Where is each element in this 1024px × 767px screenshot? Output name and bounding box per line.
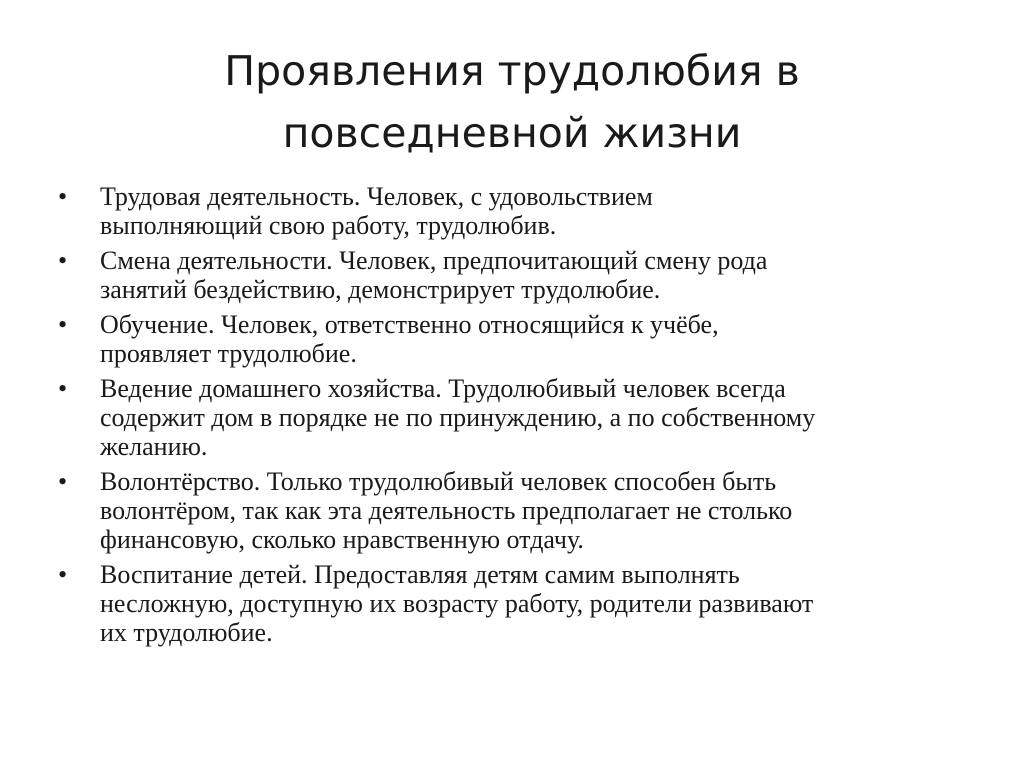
bullet-dot-icon: • — [58, 182, 68, 211]
bullet-text-line: волонтёром, так как эта деятельность предполагает не столько — [100, 496, 793, 525]
bullet-text-line: содержит дом в порядке не по принуждению, а по собственному — [100, 403, 816, 432]
bullet-dot-icon: • — [58, 560, 68, 589]
bullet-item — [58, 310, 978, 368]
bullet-item — [58, 246, 978, 304]
bullet-item — [58, 374, 978, 461]
bullet-dot-icon: • — [58, 374, 68, 403]
bullet-text-line: занятий бездействию, демонстрирует трудолюбие. — [100, 275, 661, 304]
bullet-text-line: Обучение. Человек, ответственно относящийся к учёбе, — [100, 310, 719, 339]
slide-title-line: Проявления трудолюбия в — [224, 47, 800, 95]
slide-title — [0, 40, 1024, 164]
bullet-list — [58, 182, 978, 653]
bullet-text-line: желанию. — [100, 432, 208, 461]
bullet-text-line: Воспитание детей. Предоставляя детям самим выполнять — [100, 560, 740, 589]
bullet-text-line: Трудовая деятельность. Человек, с удовольствием — [100, 182, 653, 211]
bullet-item — [58, 560, 978, 647]
bullet-text-line: несложную, доступную их возрасту работу, родители развивают — [100, 589, 814, 618]
bullet-dot-icon: • — [58, 246, 68, 275]
bullet-item — [58, 182, 978, 240]
bullet-dot-icon: • — [58, 467, 68, 496]
bullet-text-line: Смена деятельности. Человек, предпочитающий смену рода — [100, 246, 768, 275]
bullet-item — [58, 467, 978, 554]
bullet-text-line: Волонтёрство. Только трудолюбивый человек способен быть — [100, 467, 777, 496]
bullet-dot-icon: • — [58, 310, 68, 339]
slide-title-line: повседневной жизни — [282, 109, 742, 157]
bullet-text-line: проявляет трудолюбие. — [100, 339, 357, 368]
bullet-text-line: выполняющий свою работу, трудолюбив. — [100, 211, 557, 240]
bullet-text-line: их трудолюбие. — [100, 618, 273, 647]
bullet-text-line: финансовую, сколько нравственную отдачу. — [100, 525, 584, 554]
bullet-text-line: Ведение домашнего хозяйства. Трудолюбивый человек всегда — [100, 374, 786, 403]
